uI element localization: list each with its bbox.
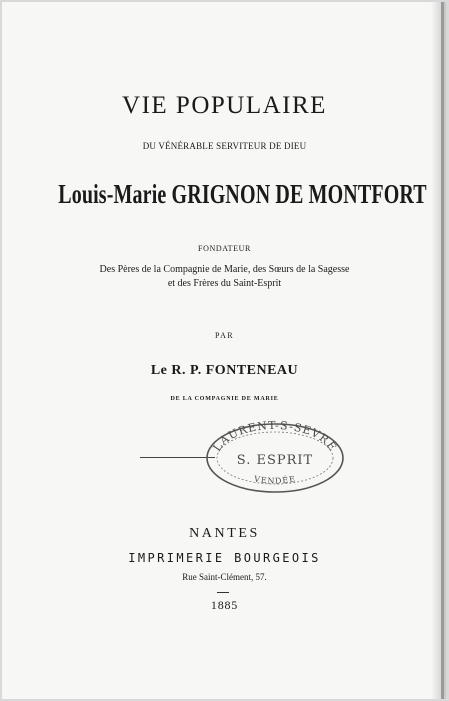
stamp-seal-icon (200, 418, 350, 498)
author-name: Le R. P. FONTENEAU (150, 363, 299, 378)
printer-name: IMPRIMERIE BOURGEOIS (128, 551, 321, 565)
library-stamp (140, 418, 350, 498)
printer-address: Rue Saint-Clément, 57. (182, 572, 267, 582)
description-line-1: Des Pères de la Compagnie de Marie, des Sœurs de la Sagesse (99, 264, 350, 275)
stamp-top-text: LAURENT-S-SEVRE (210, 418, 340, 454)
svg-text:VENDÉE (252, 474, 296, 485)
book-subtitle: DU VÉNÉRABLE SERVITEUR DE DIEU (142, 141, 307, 151)
subject-role: FONDATEUR (198, 244, 251, 253)
author-affiliation: DE LA COMPAGNIE DE MARIE (170, 396, 279, 402)
svg-text:LAURENT-S-SEVRE (210, 419, 339, 454)
description-line-2: et des Frères du Saint-Esprit (167, 278, 282, 289)
stamp-middle-text: S. ESPRIT (236, 453, 314, 468)
subject-name: Louis-Marie GRIGNON DE MONTFORT (58, 179, 427, 209)
book-title: VIE POPULAIRE (122, 92, 327, 119)
publication-year: 1885 (210, 598, 239, 612)
stamp-bottom-text: VENDÉE (253, 474, 297, 486)
publication-city: NANTES (189, 526, 260, 541)
by-label: PAR (214, 331, 235, 340)
separator-rule (217, 592, 229, 593)
